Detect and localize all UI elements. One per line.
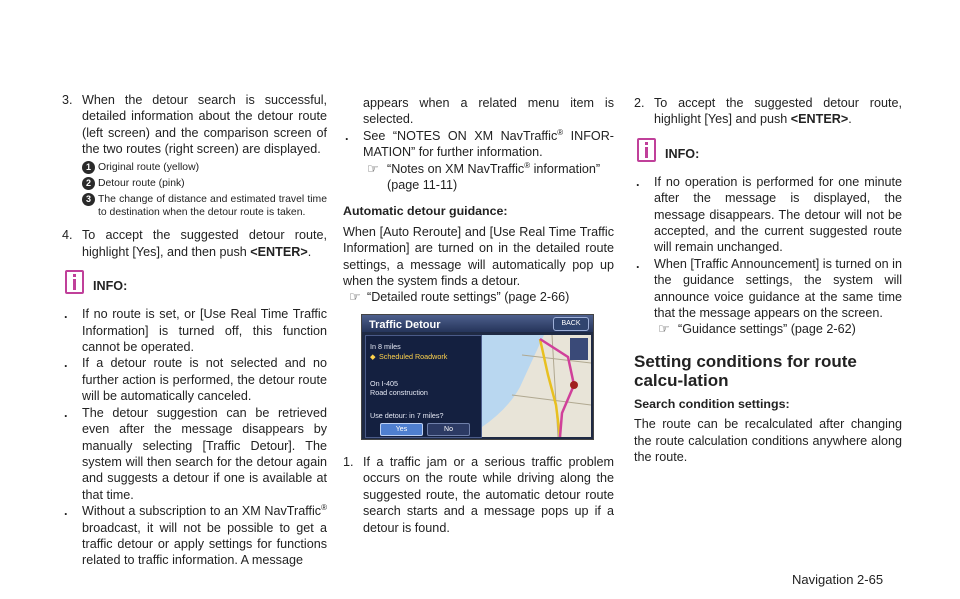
info-bullet-2-text: If a detour route is not selected and no further action is performed, the detour route will be automatically canceled. <box>82 356 327 404</box>
step-3 <box>62 92 327 158</box>
reference-notes-page: (page 11-11) <box>387 178 458 193</box>
back-button: BACK <box>553 317 589 331</box>
step-1-text: If a traffic jam or a serious traffic problem occurs on the route while driving along the suggested route, the automatic detour route search starts and a message pops up if a detour is found. <box>363 454 614 535</box>
auto-detour-paragraph: When [Auto Reroute] and [Use Real Time Traffic Information] are turned on in the detailed route settings, a message will automatically pop up when the system finds a detour. <box>343 224 614 289</box>
info-bullet-3: . The detour suggestion can be retrieved even after the message disappears by manually selecting [Traffic Detour]. The system will then search for the detour again and suggests a detour if one is available at that time. <box>64 405 327 502</box>
registered-mark: ® <box>524 160 531 170</box>
map-view <box>482 335 591 437</box>
info-bullet-1-text: If no operation is performed for one minute after the message is displayed, the message disappears. The detour will not be accepted, and the current suggested route will remain unchanged. <box>654 174 902 255</box>
info-bullet-1-text: If no route is set, or [Use Real Time Traffic Information] is turned off, this function cannot be operated. <box>82 307 327 355</box>
step-2-end: . <box>848 112 852 127</box>
subsection-heading: Search condition settings: <box>634 396 790 411</box>
registered-mark: ® <box>557 127 564 137</box>
info-label: INFO: <box>665 146 700 161</box>
map-graphic <box>482 335 591 437</box>
step-4-number: 4. <box>62 228 73 243</box>
column-1 <box>62 92 327 569</box>
info-label: INFO: <box>93 279 128 294</box>
step-1-number: 1. <box>343 454 354 469</box>
step-4-end: . <box>307 244 312 259</box>
step-2-text: To accept the suggested detour route, highlight [Yes] and push <box>654 96 902 127</box>
section-title: Setting conditions for route calcu-lation <box>634 351 857 390</box>
callout-1-text: Original route (yellow) <box>98 161 200 173</box>
section-heading: Automatic detour guidance: <box>343 204 508 219</box>
step-1 <box>343 454 614 536</box>
hand-pointer-icon: ☞ <box>349 289 361 305</box>
distance-text: In 8 miles <box>370 341 401 351</box>
yes-button: Yes <box>380 423 423 436</box>
info-bullet-2: . When [Traffic Announcement] is turned on in the guidance settings, the system will announce voice guidance at the same time that the message appears on the screen. <box>636 256 902 321</box>
enter-key: <ENTER> <box>790 112 849 127</box>
continued-text: appears when a related menu item is selected. <box>363 96 614 127</box>
roadwork-icon: ◆ <box>370 351 376 361</box>
page-footer: Navigation 2-65 <box>792 572 884 587</box>
registered-mark: ® <box>321 502 327 512</box>
callout-2-text: Detour route (pink) <box>98 177 185 189</box>
info-bullet-4-text-b: broadcast, it will not be possible to get a traffic detour or apply settings for functions related to traffic information. A message <box>82 520 327 568</box>
see-notes-bullet: . See “NOTES ON XM NavTraffic® INFOR-MATION” for further information. <box>345 127 614 160</box>
callout-1-badge: 1 <box>82 161 95 174</box>
callout-3-text: The change of distance and estimated travel time to destination when the detour route is taken. <box>98 194 327 219</box>
traffic-detour-screenshot <box>361 314 594 440</box>
step-3-number: 3. <box>62 93 73 107</box>
info-bullet-2: . If a detour route is not selected and no further action is performed, the detour route will be automatically canceled. <box>64 356 327 404</box>
info-bullet-4-text-a: Without a subscription to an XM NavTraffic <box>82 504 322 519</box>
reference-guidance <box>634 321 902 337</box>
callout-2 <box>62 177 327 190</box>
screen-title: Traffic Detour <box>369 318 441 331</box>
search-condition-paragraph: The route can be recalculated after changing the route calculation conditions anywhere along the route. <box>634 417 902 465</box>
callout-2-badge: 2 <box>82 177 95 190</box>
reference-detailed-route <box>343 289 614 305</box>
see-notes-text-a: See “NOTES ON XM NavTraffic <box>363 128 558 143</box>
reference-notes-text-a: “Notes on XM NavTraffic <box>387 161 525 176</box>
info-bullet-1: . If no operation is performed for one minute after the message is displayed, the message disappears. The detour will not be accepted, and the current suggested route will remain unchanged. <box>636 174 902 255</box>
step-3-text: When the detour search is successful, detailed information about the detour route (left screen) and the comparison screen of the two routes (right screen) are displayed. <box>82 93 327 157</box>
info-header <box>62 270 327 300</box>
step-2-number: 2. <box>634 96 645 110</box>
callout-1 <box>62 161 327 174</box>
hand-pointer-icon: ☞ <box>658 321 670 337</box>
description-text: Road construction <box>370 387 428 397</box>
info-bullet-4: . Without a subscription to an XM NavTraffic® broadcast, it will not be possible to get a traffic detour or apply settings for functions related to traffic information. A message <box>64 502 327 568</box>
column-2 <box>343 95 614 536</box>
reference-notes-text-b: information” <box>533 161 601 176</box>
see-notes-text-b: INFOR-MATION” for further information. <box>363 128 614 160</box>
step-2 <box>634 95 902 128</box>
reference-guidance-text: “Guidance settings” (page 2-62) <box>678 322 856 337</box>
question-text: Use detour: in 7 miles? <box>370 410 444 420</box>
event-text: Scheduled Roadwork <box>379 351 448 361</box>
callout-3-badge: 3 <box>82 193 95 206</box>
info-bullet-2-text: When [Traffic Announcement] is turned on in the guidance settings, the system will announce voice guidance at the same time that the message appears on the screen. <box>654 256 902 321</box>
step-4-text: To accept the suggested detour route, highlight [Yes], and then push <box>82 228 327 259</box>
enter-key: <ENTER> <box>250 244 308 259</box>
detour-info-panel <box>365 335 482 438</box>
no-button: No <box>427 423 470 436</box>
hand-pointer-icon: ☞ <box>367 160 379 176</box>
road-text: On I-405 <box>370 378 398 388</box>
info-bullet-1: . If no route is set, or [Use Real Time Traffic Information] is turned off, this function cannot be operated. <box>64 307 327 355</box>
info-header <box>634 138 902 168</box>
info-icon <box>65 270 84 294</box>
info-icon <box>637 138 656 162</box>
info-bullet-3-text: The detour suggestion can be retrieved even after the message disappears by manually selecting [Traffic Detour]. The system will then search for the detour again and suggests a detour if one is available at that time. <box>82 405 327 502</box>
callout-3 <box>62 193 327 219</box>
reference-detailed-route-text: “Detailed route settings” (page 2-66) <box>367 290 570 305</box>
step-4 <box>62 227 327 260</box>
column-3 <box>634 95 902 466</box>
reference-notes <box>343 161 614 194</box>
